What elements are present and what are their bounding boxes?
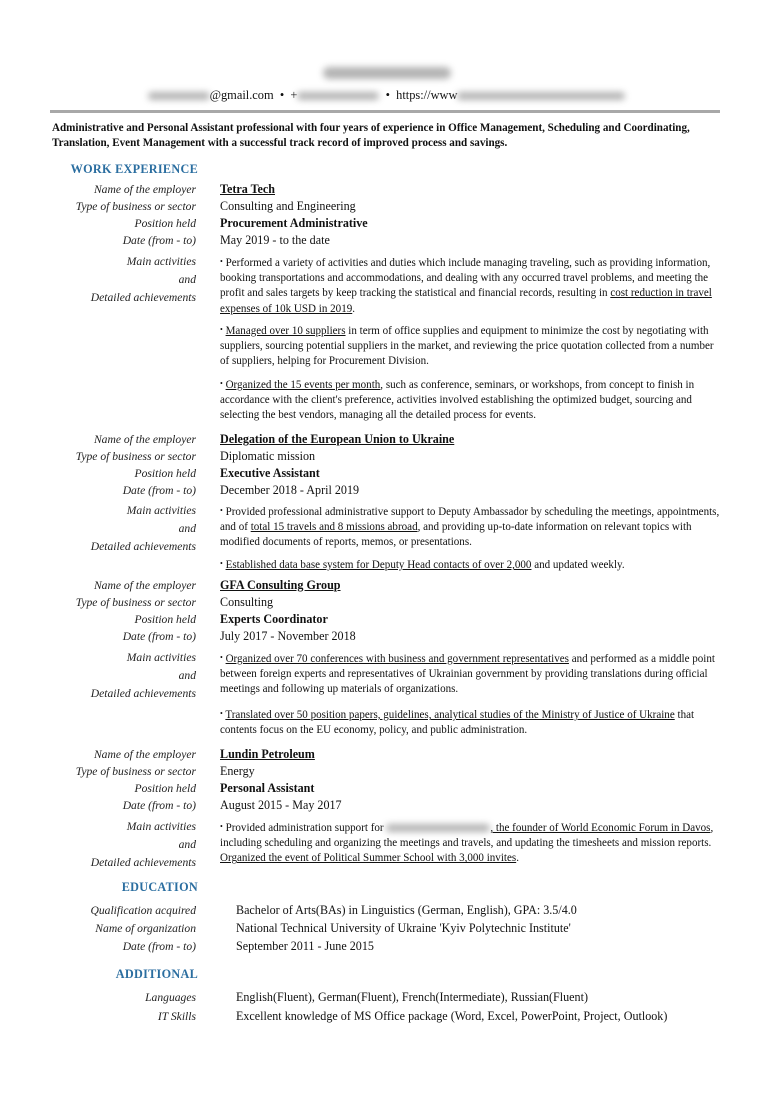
job-employer[interactable]: Lundin Petroleum [220, 747, 315, 761]
job-bullet: • Established data base system for Deputy Head contacts of over 2,000 and updated weekly. [220, 559, 625, 571]
label-detailed-achievements: Detailed achievements [90, 540, 196, 553]
professional-summary: Administrative and Personal Assistant professional with four years of experience in Office Management, Scheduling and Coordinating, Translation, Event Management with a successful track record of improved process and savings. [52, 122, 690, 149]
job-sector: Consulting and Engineering [220, 199, 356, 213]
job-bullet: • Translated over 50 position papers, guidelines, analytical studies of the Ministry of Justice of Ukraine that contents focus on the EU economy, policy, and public administration. [220, 709, 695, 737]
label-main-activities: Main activities [126, 255, 196, 268]
additional-languages: English(Fluent), German(Fluent), French(Intermediate), Russian(Fluent) [236, 990, 588, 1004]
label-date: Date (from - to) [122, 234, 196, 247]
education-date: September 2011 - June 2015 [236, 939, 374, 953]
label-employer: Name of the employer [93, 748, 196, 761]
job-date: May 2019 - to the date [220, 233, 330, 247]
redacted-phone [297, 92, 379, 100]
job-bullet: • Organized the 15 events per month, such as conference, seminars, or workshops, from concept to finish in accordance with the client's preference, activities involved establishing the optimized budget, sourcing and selecting the best vendors, managing all the detailed process for events. [220, 379, 695, 422]
label-position: Position held [134, 467, 196, 480]
label-date: Date (from - to) [122, 799, 196, 812]
label-detailed-achievements: Detailed achievements [90, 291, 196, 304]
label-organization: Name of organization [95, 922, 196, 935]
education-qualification: Bachelor of Arts(BAs) in Linguistics (German, English), GPA: 3.5/4.0 [236, 903, 577, 917]
label-date: Date (from - to) [122, 940, 196, 953]
job-employer[interactable]: Tetra Tech [220, 182, 275, 196]
label-date: Date (from - to) [122, 630, 196, 643]
job-bullet: • Performed a variety of activities and duties which include managing traveling, such as providing information, booking transportations and accommodations, and dealing with any occurred travel problems, and meeting the profit and sales targets by keep tracking the statistical and financial records, resulting in cost reduction in travel expenses of 10k USD in 2019. [220, 257, 712, 315]
label-main-activities: Main activities [126, 820, 196, 833]
job-employer[interactable]: Delegation of the European Union to Ukraine [220, 432, 455, 446]
redacted-person [386, 824, 490, 832]
job-sector: Diplomatic mission [220, 449, 316, 463]
redacted-email [148, 92, 210, 100]
job-date: August 2015 - May 2017 [220, 798, 342, 812]
label-sector: Type of business or sector [75, 765, 196, 778]
additional-it-skills: Excellent knowledge of MS Office package (Word, Excel, PowerPoint, Project, Outlook) [236, 1009, 668, 1023]
job-bullet: • Provided administration support for , the founder of World Economic Forum in Davos, including scheduling and organizing the meetings and travels, and updating the timesheets and mission reports. Organized the event of Political Summer School with 3,000 invites. [220, 822, 714, 865]
label-qualification: Qualification acquired [90, 904, 196, 917]
email-suffix[interactable]: @gmail.com [209, 88, 274, 102]
label-date: Date (from - to) [122, 484, 196, 497]
job-date: July 2017 - November 2018 [220, 629, 356, 643]
label-detailed-achievements: Detailed achievements [90, 687, 196, 700]
label-position: Position held [134, 613, 196, 626]
job-bullet: • Organized over 70 conferences with business and government representatives and performed as a middle point between foreign experts and representatives of Ukrainian government by providing translations during official meetings and following up materials of organizations. [220, 653, 715, 696]
label-employer: Name of the employer [93, 579, 196, 592]
header-divider [50, 110, 720, 113]
job-bullet: • Managed over 10 suppliers in term of office supplies and equipment to minimize the cost by negotiating with suppliers, sourcing potential suppliers in the market, and reviewing the price quotation collected from a number of suppliers, helping for Procurement Division. [220, 325, 714, 368]
label-languages: Languages [145, 991, 196, 1004]
job-sector: Energy [220, 764, 255, 778]
label-it-skills: IT Skills [157, 1010, 196, 1023]
job-position: Executive Assistant [220, 466, 320, 480]
job-position: Experts Coordinator [220, 612, 328, 626]
section-work-experience: WORK EXPERIENCE [70, 162, 198, 176]
url-prefix[interactable]: https://www [396, 88, 458, 102]
redacted-name [323, 67, 451, 79]
separator: • [279, 88, 285, 102]
label-employer: Name of the employer [93, 183, 196, 196]
education-organization: National Technical University of Ukraine 'Kyiv Polytechnic Institute' [236, 921, 571, 935]
label-and: and [178, 522, 196, 535]
job-date: December 2018 - April 2019 [220, 483, 360, 497]
label-position: Position held [134, 217, 196, 230]
label-and: and [178, 273, 196, 286]
redacted-url [457, 92, 625, 100]
job-employer[interactable]: GFA Consulting Group [220, 578, 341, 592]
job-bullet: • Provided professional administrative support to Deputy Ambassador by scheduling the meetings, appointments, and of total 15 travels and 8 missions abroad, and providing up-to-date information on relevant topics with modified documents of reports, memos, or presentations. [220, 506, 720, 549]
label-detailed-achievements: Detailed achievements [90, 856, 196, 869]
section-additional: ADDITIONAL [115, 967, 198, 981]
label-main-activities: Main activities [126, 504, 196, 517]
label-sector: Type of business or sector [75, 450, 196, 463]
candidate-name [0, 66, 773, 84]
separator: • [385, 88, 390, 102]
label-employer: Name of the employer [93, 433, 196, 446]
contact-line [0, 88, 773, 103]
label-sector: Type of business or sector [75, 596, 196, 609]
job-position: Personal Assistant [220, 781, 315, 795]
label-main-activities: Main activities [126, 651, 196, 664]
label-position: Position held [134, 782, 196, 795]
label-sector: Type of business or sector [75, 200, 196, 213]
label-and: and [178, 669, 196, 682]
section-education: EDUCATION [121, 880, 198, 894]
label-and: and [178, 838, 196, 851]
phone-prefix: + [290, 88, 298, 102]
job-sector: Consulting [220, 595, 274, 609]
job-position: Procurement Administrative [220, 216, 368, 230]
